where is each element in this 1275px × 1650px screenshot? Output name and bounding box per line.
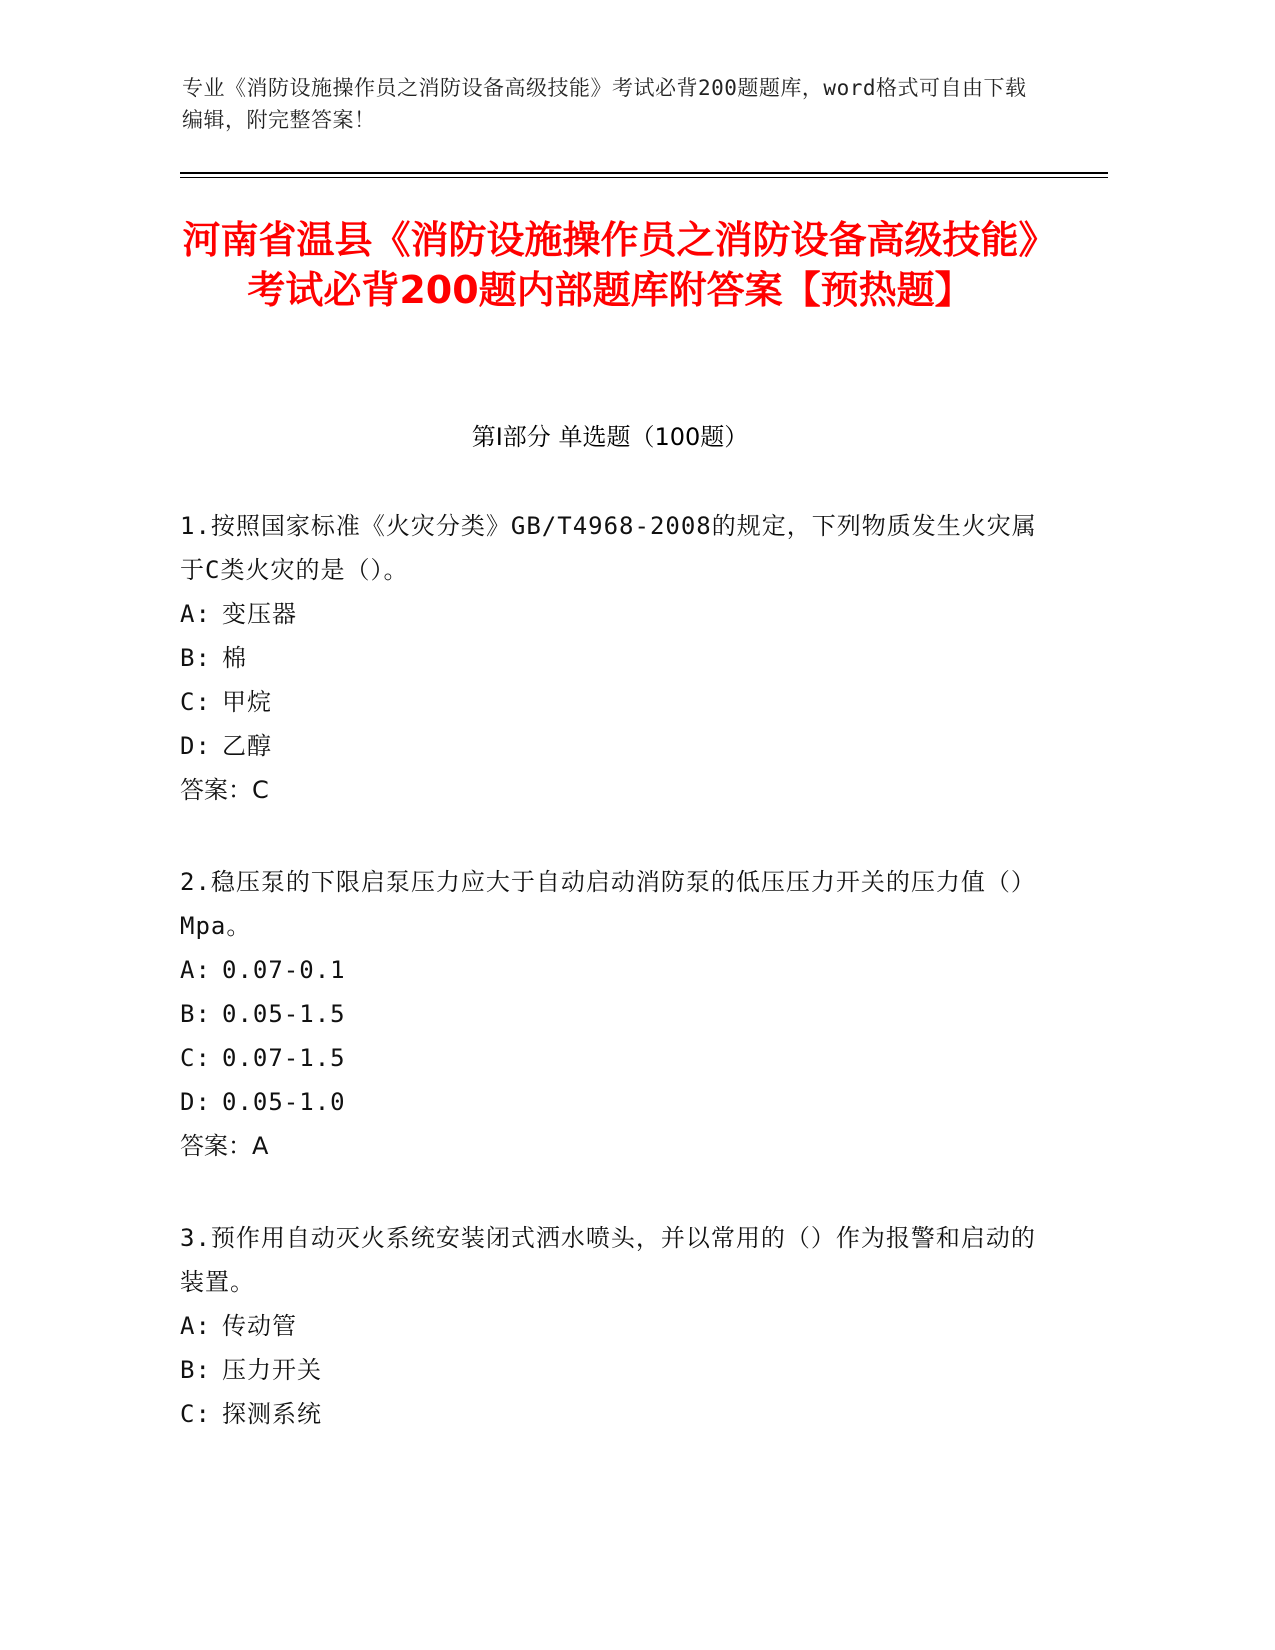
option-key: A: [180, 600, 211, 628]
option-text: 传动管 [222, 1312, 297, 1340]
option-text: 0.05-1.5 [222, 1000, 346, 1028]
option-d [180, 1080, 1040, 1124]
option-text: 0.07-1.5 [222, 1044, 346, 1072]
document-title: 河南省温县《消防设施操作员之消防设备高级技能》考试必背200题内部题库附答案【预热题】 [182, 218, 1038, 312]
option-text: 棉 [222, 644, 247, 672]
option-text: 乙醇 [222, 732, 272, 760]
option-key: C: [180, 1044, 211, 1072]
question-3 [180, 1216, 1040, 1436]
option-key: A: [180, 1312, 211, 1340]
option-b [180, 1348, 1040, 1392]
option-a [180, 592, 1040, 636]
option-d [180, 724, 1040, 768]
option-c [180, 1392, 1040, 1436]
question-text: 1.按照国家标准《火灾分类》GB/T4968-2008的规定，下列物质发生火灾属于C类火灾的是（）。 [180, 512, 1037, 584]
question-text: 2.稳压泵的下限启泵压力应大于自动启动消防泵的低压压力开关的压力值（）Mpa。 [180, 868, 1036, 940]
header-note: 专业《消防设施操作员之消防设备高级技能》考试必背200题题库，word格式可自由下载编辑，附完整答案！ [182, 76, 1027, 132]
option-key: B: [180, 1000, 211, 1028]
option-key: B: [180, 644, 211, 672]
section-heading: 第I部分 单选题（100题） [471, 423, 749, 451]
option-key: B: [180, 1356, 211, 1384]
question-text: 3.预作用自动灭火系统安装闭式洒水喷头，并以常用的（）作为报警和启动的装置。 [180, 1224, 1036, 1296]
option-a [180, 1304, 1040, 1348]
answer-line: 答案：C [180, 776, 269, 804]
option-key: C: [180, 1400, 211, 1428]
option-text: 甲烷 [222, 688, 272, 716]
option-a [180, 948, 1040, 992]
option-key: C: [180, 688, 211, 716]
option-key: D: [180, 732, 211, 760]
option-text: 0.07-0.1 [222, 956, 346, 984]
option-text: 探测系统 [222, 1400, 322, 1428]
option-b [180, 636, 1040, 680]
option-text: 0.05-1.0 [222, 1088, 346, 1116]
option-text: 压力开关 [222, 1356, 322, 1384]
header-divider-thin [180, 177, 1108, 178]
option-text: 变压器 [222, 600, 297, 628]
option-c [180, 680, 1040, 724]
question-2 [180, 860, 1040, 1168]
option-key: D: [180, 1088, 211, 1116]
question-1 [180, 504, 1040, 812]
option-b [180, 992, 1040, 1036]
answer-line: 答案：A [180, 1132, 269, 1160]
header-divider-thick [180, 172, 1108, 174]
option-c [180, 1036, 1040, 1080]
option-key: A: [180, 956, 211, 984]
question-list [180, 504, 1040, 1484]
